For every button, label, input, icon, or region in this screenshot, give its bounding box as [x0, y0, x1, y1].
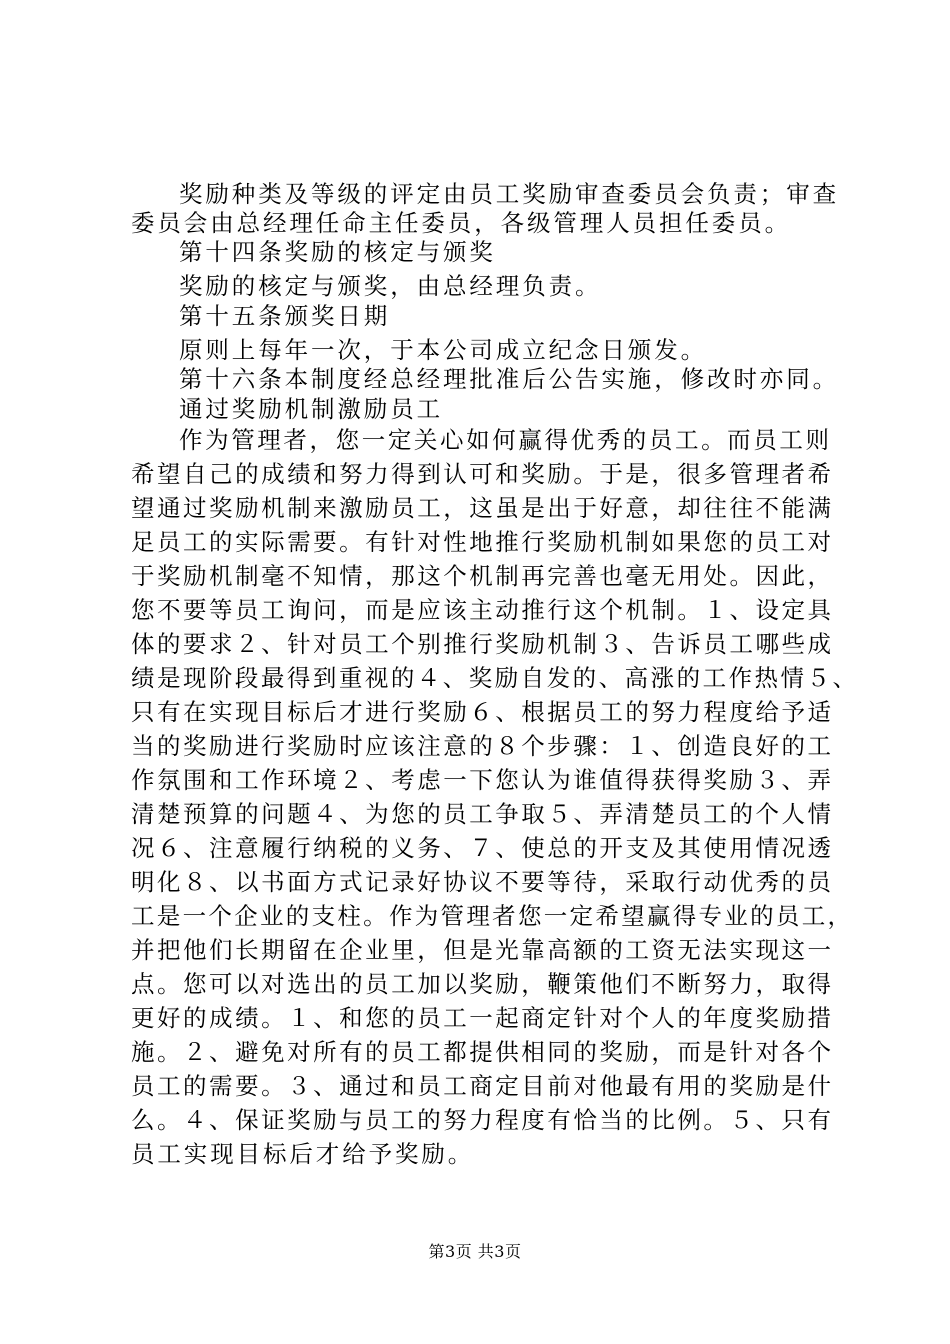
paragraph-line: 作氛围和工作环境２、考虑一下您认为谁值得获得奖励３、弄: [131, 766, 831, 794]
paragraph-line: 点。您可以对选出的员工加以奖励，鞭策他们不断努力，取得: [131, 970, 831, 998]
paragraph-line: 希望自己的成绩和努力得到认可和奖励。于是，很多管理者希: [131, 460, 831, 488]
paragraph-line: 望通过奖励机制来激励员工，这虽是出于好意，却往往不能满: [131, 494, 831, 522]
paragraph-line: 您不要等员工询问，而是应该主动推行这个机制。１、设定具: [131, 596, 831, 624]
paragraph-line: 当的奖励进行奖励时应该注意的８个步骤：１、创造良好的工: [131, 732, 831, 760]
paragraph-line: 明化８、以书面方式记录好协议不要等待，采取行动优秀的员: [131, 868, 831, 896]
paragraph-line: 奖励的核定与颁奖，由总经理负责。: [179, 272, 602, 300]
paragraph-line: 况６、注意履行纳税的义务、７、使总的开支及其使用情况透: [131, 834, 831, 862]
section-heading: 通过奖励机制激励员工: [179, 395, 443, 423]
section-heading: 第十四条奖励的核定与颁奖: [179, 238, 496, 266]
paragraph-line: 么。４、保证奖励与员工的努力程度有恰当的比例。５、只有: [131, 1106, 831, 1134]
section-heading: 第十五条颁奖日期: [179, 302, 391, 330]
paragraph-line: 只有在实现目标后才进行奖励６、根据员工的努力程度给予适: [131, 698, 831, 726]
page-number-footer: 第3页 共3页: [428, 1242, 522, 1261]
paragraph-line: 体的要求２、针对员工个别推行奖励机制３、告诉员工哪些成: [131, 630, 831, 658]
paragraph-line: 奖励种类及等级的评定由员工奖励审查委员会负责；审查: [179, 180, 839, 208]
paragraph-line: 并把他们长期留在企业里，但是光靠高额的工资无法实现这一: [131, 936, 831, 964]
section-heading: 第十六条本制度经总经理批准后公告实施，修改时亦同。: [179, 365, 839, 393]
paragraph-line: 员工的需要。３、通过和员工商定目前对他最有用的奖励是什: [131, 1072, 831, 1100]
paragraph-line: 施。２、避免对所有的员工都提供相同的奖励，而是针对各个: [131, 1038, 831, 1066]
paragraph-line: 更好的成绩。１、和您的员工一起商定针对个人的年度奖励措: [131, 1004, 831, 1032]
paragraph-line: 清楚预算的问题４、为您的员工争取５、弄清楚员工的个人情: [131, 800, 831, 828]
paragraph-line: 原则上每年一次，于本公司成立纪念日颁发。: [179, 336, 707, 364]
paragraph-line: 员工实现目标后才给予奖励。: [131, 1140, 475, 1168]
paragraph-line: 绩是现阶段最得到重视的４、奖励自发的、高涨的工作热情５、: [131, 664, 856, 692]
paragraph-line: 委员会由总经理任命主任委员，各级管理人员担任委员。: [131, 209, 791, 237]
paragraph-line: 工是一个企业的支柱。作为管理者您一定希望赢得专业的员工，: [131, 902, 851, 930]
paragraph-line: 于奖励机制毫不知情，那这个机制再完善也毫无用处。因此，: [131, 562, 831, 590]
paragraph-line: 足员工的实际需要。有针对性地推行奖励机制如果您的员工对: [131, 528, 831, 556]
paragraph-line: 作为管理者，您一定关心如何赢得优秀的员工。而员工则: [179, 426, 829, 454]
